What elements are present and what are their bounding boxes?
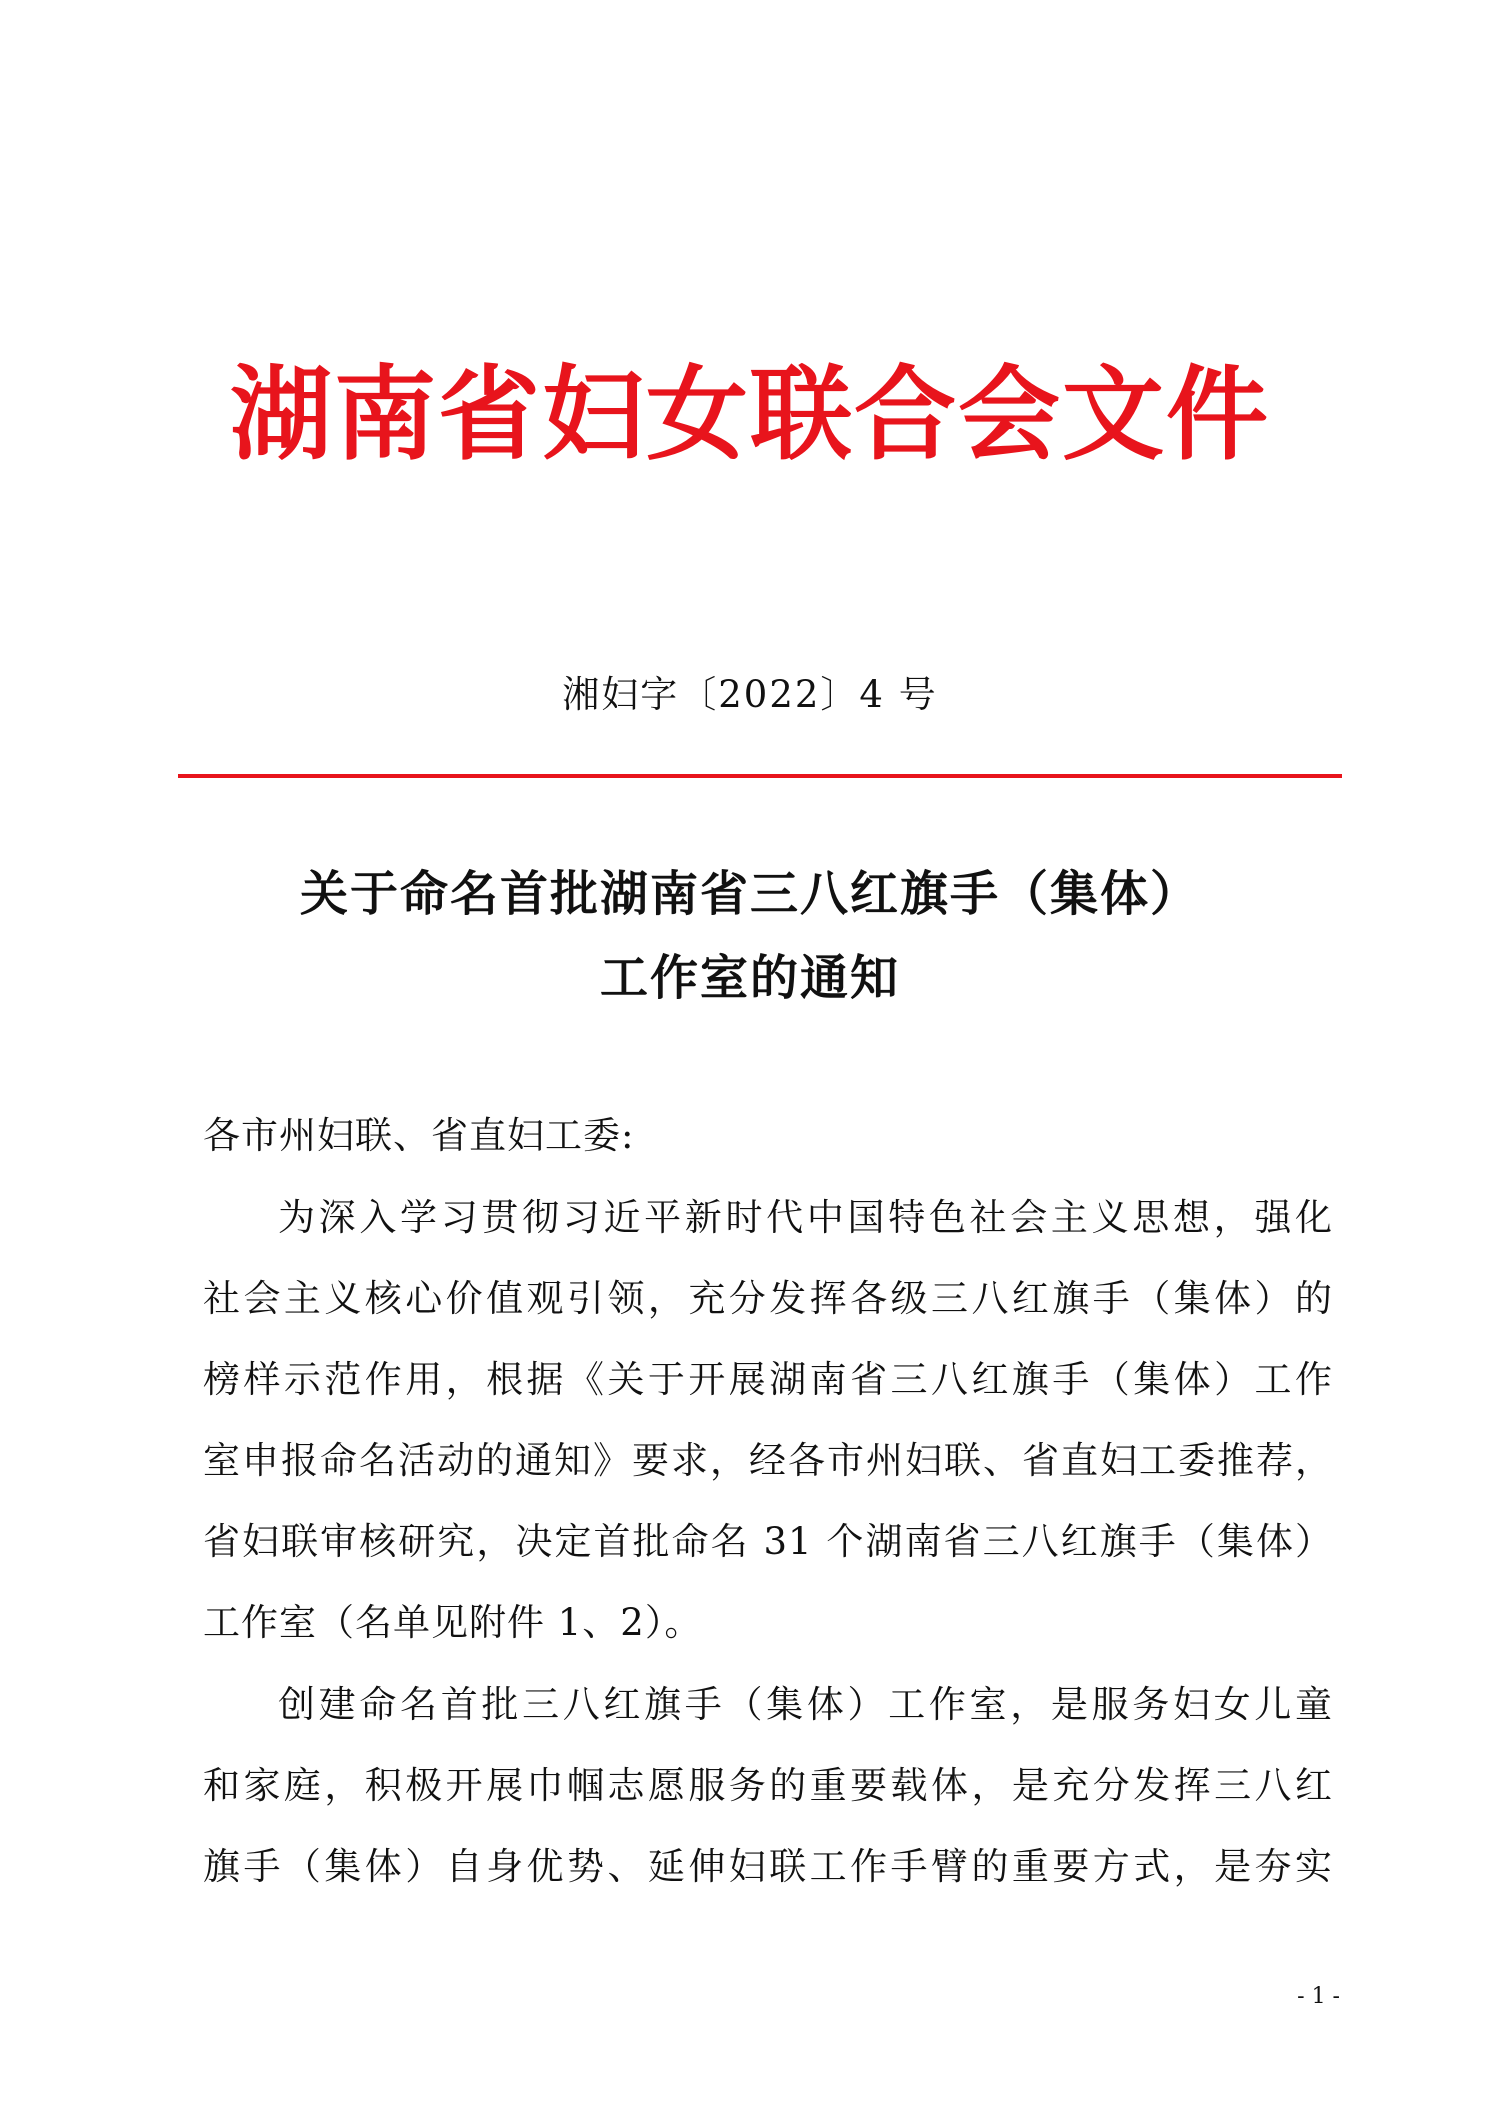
page-number: - 1 - <box>1297 1984 1340 2009</box>
document-title-line-2: 工作室的通知 <box>599 950 900 1006</box>
paragraph-2-line: 创建命名首批三八红旗手（集体）工作室，是服务妇女儿童 <box>278 1683 1333 1726</box>
document-number: 湘妇字〔2022〕4 号 <box>562 673 938 716</box>
red-separator-line <box>178 774 1342 778</box>
paragraph-1-line: 为深入学习贯彻习近平新时代中国特色社会主义思想，强化 <box>278 1196 1333 1239</box>
paragraph-1 <box>203 1177 1333 1663</box>
paragraph-2 <box>203 1664 1333 1907</box>
issuing-authority-header: 湖南省妇女联合会文件 <box>230 355 1270 475</box>
paragraph-2-line: 旗手（集体）自身优势、延伸妇联工作手臂的重要方式，是夯实 <box>203 1845 1333 1888</box>
paragraph-1-line: 省妇联审核研究，决定首批命名 31 个湖南省三八红旗手（集体） <box>203 1520 1333 1563</box>
paragraph-2-line: 和家庭，积极开展巾帼志愿服务的重要载体，是充分发挥三八红 <box>203 1764 1333 1807</box>
paragraph-1-line: 社会主义核心价值观引领，充分发挥各级三八红旗手（集体）的 <box>203 1277 1333 1320</box>
salutation: 各市州妇联、省直妇工委: <box>203 1114 635 1157</box>
paragraph-1-line: 榜样示范作用，根据《关于开展湖南省三八红旗手（集体）工作 <box>203 1358 1333 1401</box>
paragraph-1-line: 室申报命名活动的通知》要求，经各市州妇联、省直妇工委推荐， <box>203 1439 1333 1482</box>
paragraph-1-line: 工作室（名单见附件 1、2）。 <box>203 1601 703 1644</box>
document-title-line-1: 关于命名首批湖南省三八红旗手（集体） <box>299 866 1200 922</box>
